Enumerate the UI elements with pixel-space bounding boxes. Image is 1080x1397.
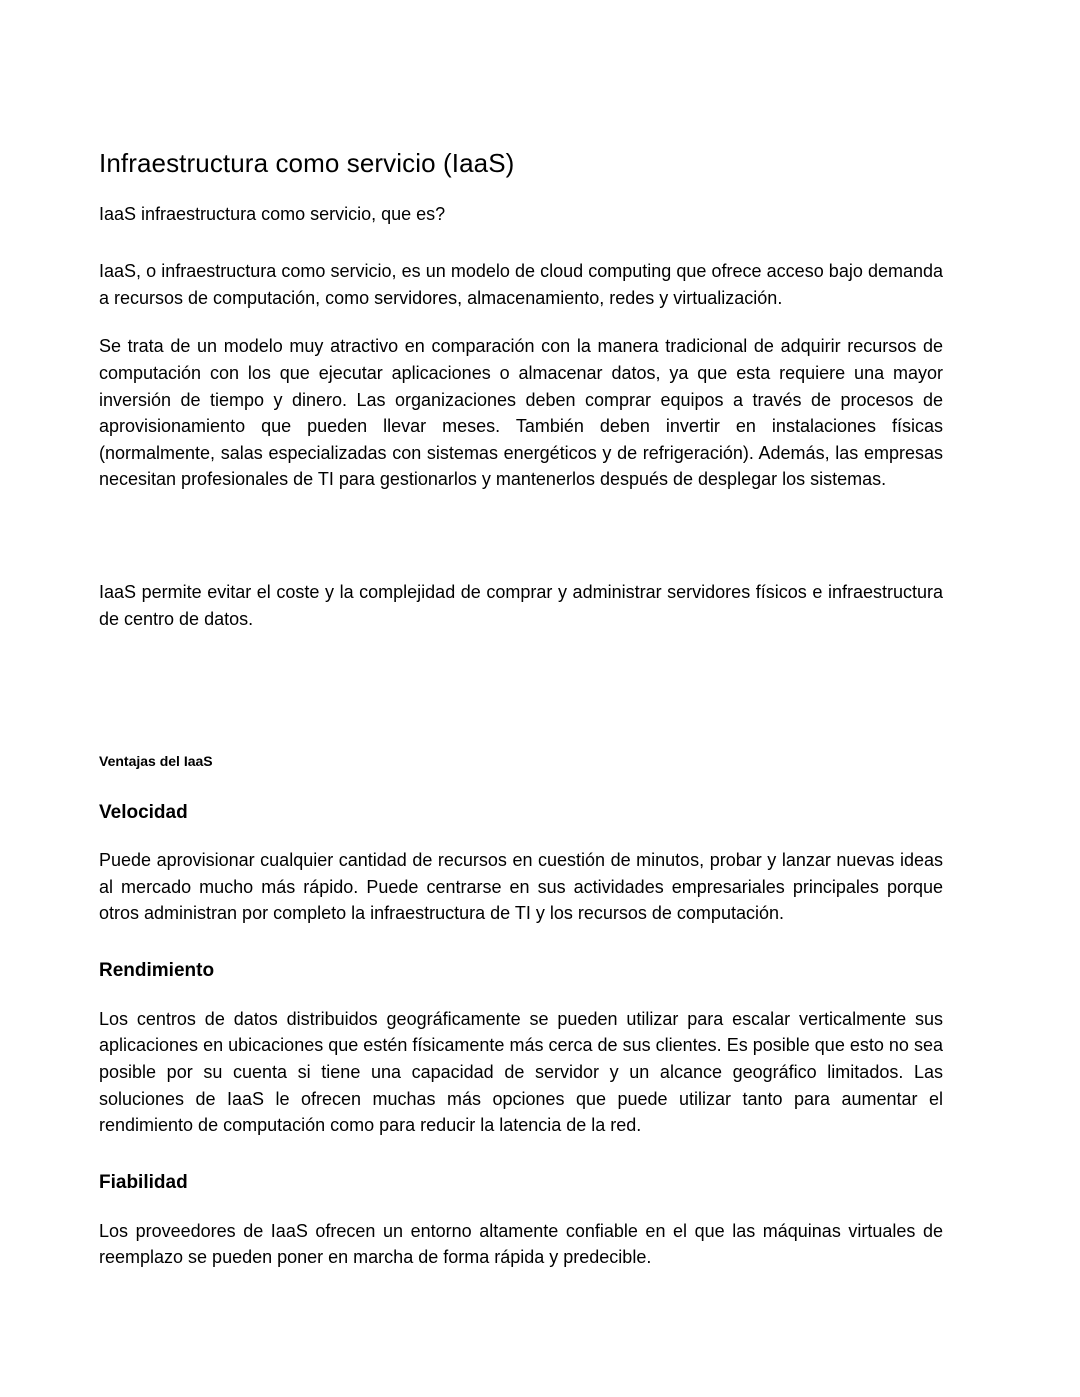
paragraph-modelo-tradicional: Se trata de un modelo muy atractivo en comparación con la manera tradicional de adquirir recursos de computación con los que ejecutar aplicaciones o almacenar datos, ya que esta requiere una mayor inversión de tiempo y dinero. Las organizaciones deben comprar equipos a través de procesos de aprovisionamiento que pueden llevar meses. También deben invertir en instalaciones físicas (normalmente, salas especializadas con sistemas energéticos y de refrigeración). Además, las empresas necesitan profesionales de TI para gestionarlos y mantenerlos después de desplegar los sistemas.: [99, 336, 943, 490]
section-heading-velocidad: Velocidad: [99, 801, 188, 823]
advantages-label: Ventajas del IaaS: [99, 753, 213, 770]
paragraph-spacer-2: [99, 654, 943, 752]
section-heading-rendimiento: Rendimiento: [99, 960, 215, 982]
paragraph-coste-complejidad: IaaS permite evitar el coste y la complejidad de comprar y administrar servidores físicos e infraestructura de centro de datos.: [99, 582, 943, 629]
section-body-fiabilidad: Los proveedores de IaaS ofrecen un entorno altamente confiable en el que las máquinas virtuales de reemplazo se pueden poner en marcha de forma rápida y predecible.: [99, 1220, 943, 1268]
document-subtitle: IaaS infraestructura como servicio, que es?: [99, 203, 446, 224]
section-heading-fiabilidad: Fiabilidad: [99, 1171, 188, 1193]
section-body-rendimiento: Los centros de datos distribuidos geográficamente se pueden utilizar para escalar verticalmente sus aplicaciones en ubicaciones que estén físicamente más cerca de sus clientes. Es posible que esto no sea posible por su cuenta si tiene una capacidad de servidor y un alcance geográfico limitados. Las soluciones de IaaS le ofrecen muchas más opciones que puede utilizar tanto para aumentar el rendimiento de computación como para reducir la latencia de la red.: [99, 1008, 943, 1136]
paragraph-spacer-1: [99, 515, 943, 579]
paragraph-intro: IaaS, o infraestructura como servicio, es un modelo de cloud computing que ofrece acceso bajo demanda a recursos de computación, como servidores, almacenamiento, redes y virtualización.: [99, 261, 943, 308]
page-title: Infraestructura como servicio (IaaS): [99, 148, 515, 178]
section-body-velocidad: Puede aprovisionar cualquier cantidad de recursos en cuestión de minutos, probar y lanzar nuevas ideas al mercado mucho más rápido. Puede centrarse en sus actividades empresariales principales porque otros administran por completo la infraestructura de TI y los recursos de computación.: [99, 850, 943, 924]
